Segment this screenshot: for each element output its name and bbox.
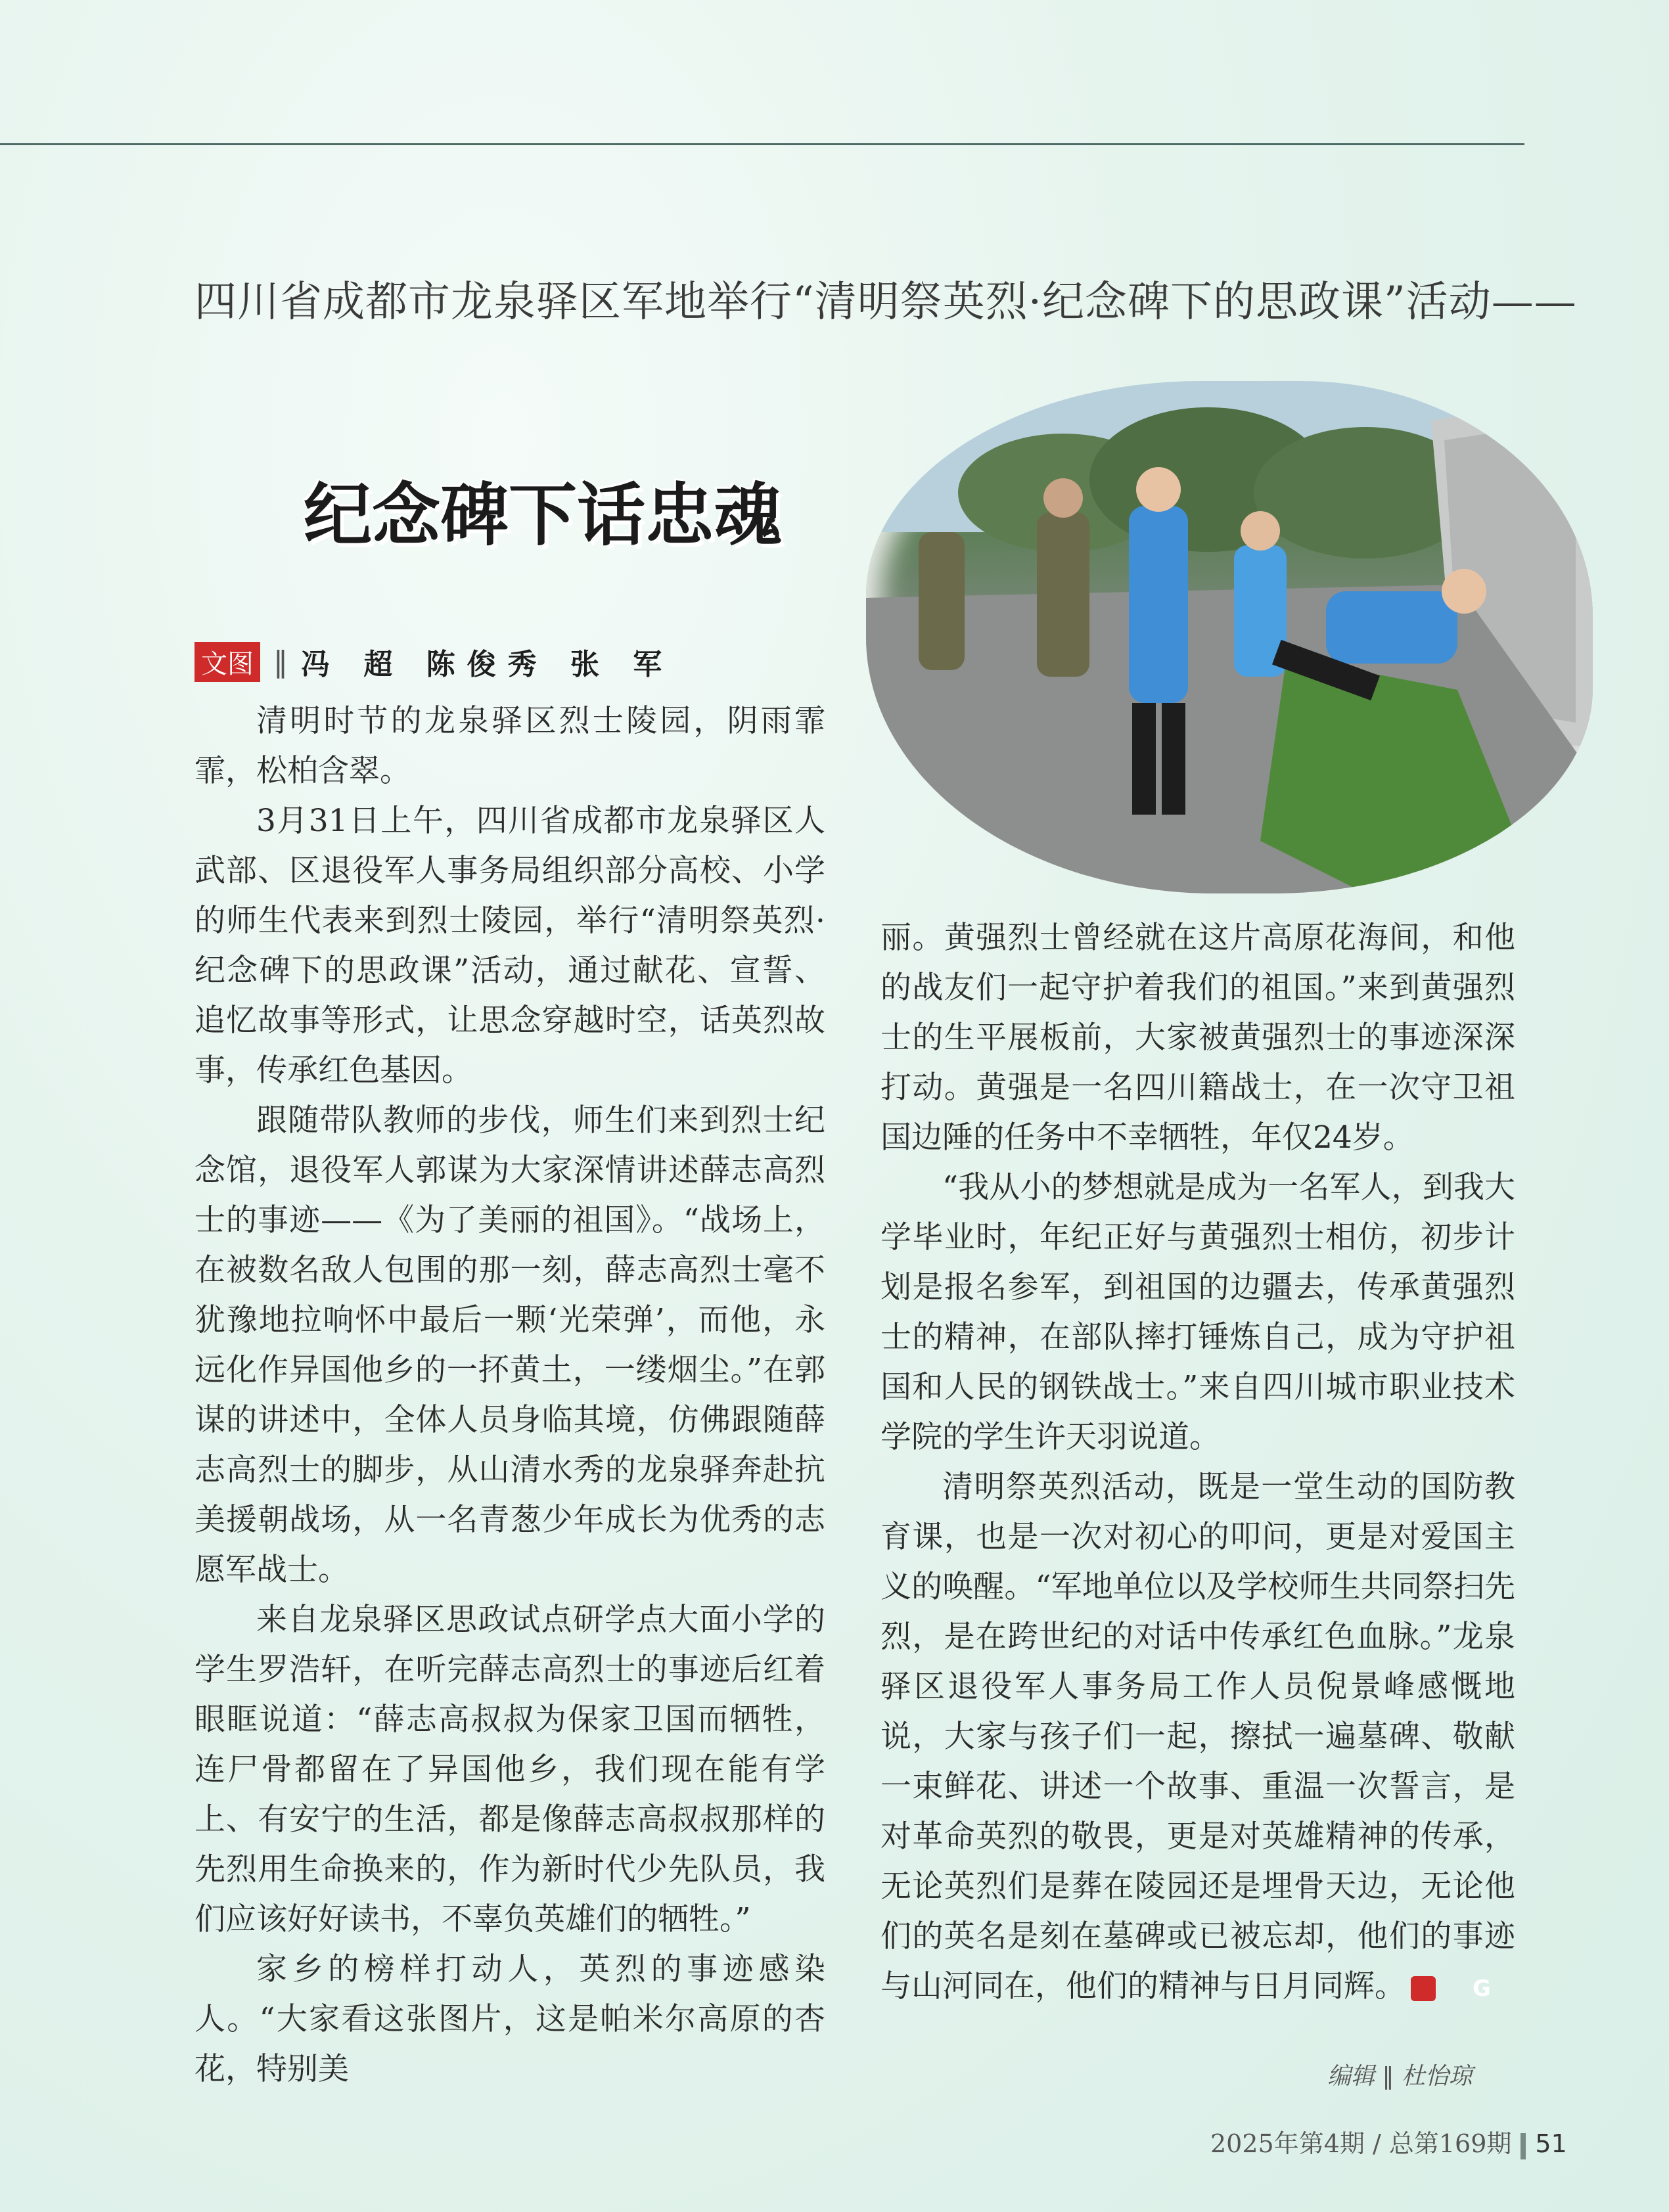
body-paragraph: 家乡的榜样打动人，英烈的事迹感染人。“大家看这张图片，这是帕米尔高原的杏花，特别美: [194, 1951, 825, 2087]
byline-authors: 冯 超 陈俊秀 张 军: [301, 648, 674, 681]
top-rule: [0, 143, 1524, 145]
ceremony-photo-illustration: [866, 381, 1593, 893]
byline-separator: ‖: [273, 644, 288, 679]
body-paragraph-text: 清明祭英烈活动，既是一堂生动的国防教育课，也是一次对初心的叩问，更是对爱国主义的唤醒。“军地单位以及学校师生共同祭扫先烈，是在跨世纪的对话中传承红色血脉。”龙泉驿区退役军人事务局工作人员倪景峰感慨地说，大家与孩子们一起，擦拭一遍墓碑、敬献一束鲜花、讲述一个故事、重温一次誓言，是对革命英烈的敬畏，更是对英雄精神的传承，无论英烈们是葬在陵园还是埋骨天边，无论他们的英名是刻在墓碑或已被忘却，他们的事迹与山河同在，他们的精神与日月同辉。: [880, 1469, 1515, 2004]
article-column-left: [194, 696, 825, 2094]
body-paragraph: 来自龙泉驿区思政试点研学点大面小学的学生罗浩轩，在听完薛志高烈士的事迹后红着眼眶说道：“薛志高叔叔为保家卫国而牺牲，连尸骨都留在了异国他乡，我们现在能有学上、有安宁的生活，都是像薛志高叔叔那样的先烈用生命换来的，作为新时代少先队员，我们应该好好读书，不辜负英雄们的牺牲。”: [194, 1602, 825, 1937]
byline: [194, 641, 674, 682]
issue-info: 2025年第4期 / 总第169期: [1210, 2129, 1512, 2158]
article-headline: 纪念碑下话忠魂: [304, 475, 783, 555]
footer-divider: [1520, 2133, 1526, 2159]
byline-tag: 文图: [194, 642, 260, 682]
page-footer: [1210, 2123, 1567, 2159]
body-paragraph: 跟随带队教师的步伐，师生们来到烈士纪念馆，退役军人郭谋为大家深情讲述薛志高烈士的事迹——《为了美丽的祖国》。“战场上，在被数名敌人包围的那一刻，薛志高烈士毫不犹豫地拉响怀中最后一颗‘光荣弹’，而他，永远化作异国他乡的一抔黄土，一缕烟尘。”在郭谋的讲述中，全体人员身临其境，仿佛跟随薛志高烈士的脚步，从山清水秀的龙泉驿奔赴抗美援朝战场，从一名青葱少年成长为优秀的志愿军战士。: [194, 1102, 825, 1588]
editor-credit: 编辑 ‖ 杜怡琼: [1327, 2063, 1473, 2090]
body-paragraph: “我从小的梦想就是成为一名军人，到我大学毕业时，年纪正好与黄强烈士相仿，初步计划是报名参军，到祖国的边疆去，传承黄强烈士的精神，在部队摔打锤炼自己，成为守护祖国和人民的钢铁战士。”来自四川城市职业技术学院的学生许天羽说道。: [880, 1169, 1515, 1455]
body-paragraph: 3月31日上午，四川省成都市龙泉驿区人武部、区退役军人事务局组织部分高校、小学的师生代表来到烈士陵园，举行“清明祭英烈·纪念碑下的思政课”活动，通过献花、宣誓、追忆故事等形式，让思念穿越时空，话英烈故事，传承红色基因。: [194, 803, 825, 1089]
body-paragraph: 丽。黄强烈士曾经就在这片高原花海间，和他的战友们一起守护着我们的祖国。”来到黄强烈士的生平展板前，大家被黄强烈士的事迹深深打动。黄强是一名四川籍战士，在一次守卫祖国边陲的任务中不幸牺牲，年仅24岁。: [880, 920, 1515, 1156]
kicker-subtitle: 四川省成都市龙泉驿区军地举行“清明祭英烈·纪念碑下的思政课”活动——: [194, 278, 1577, 327]
end-mark-icon: G: [1411, 1976, 1436, 2001]
article-column-right: [880, 913, 1515, 2012]
body-paragraph: 清明时节的龙泉驿区烈士陵园，阴雨霏霏，松柏含翠。: [194, 703, 825, 789]
ceremony-photo: [866, 381, 1593, 893]
page-number: 51: [1535, 2129, 1567, 2158]
body-paragraph: [880, 1462, 1515, 2012]
